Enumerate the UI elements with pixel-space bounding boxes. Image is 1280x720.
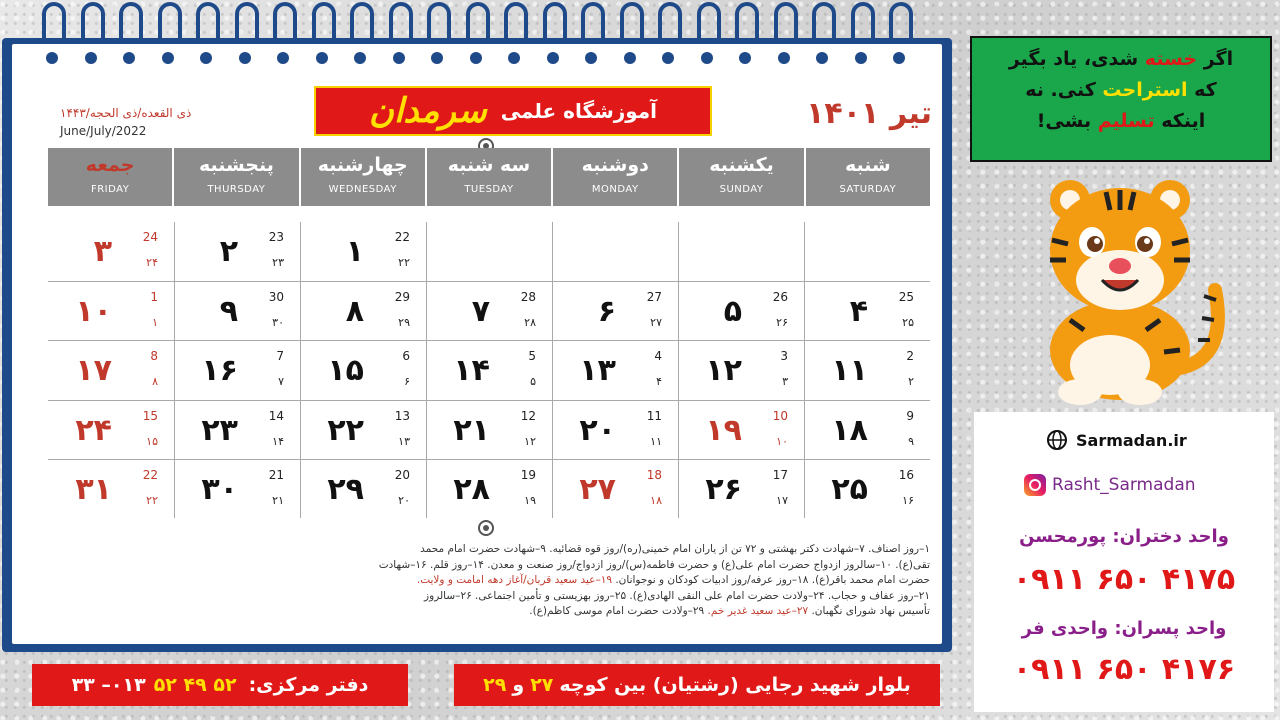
weekday-tuesday	[425, 148, 551, 206]
event-line: ۲۱–روز عفاف و حجاب. ۲۴–ولادت حضرت امام علی النقی الهادی(ع). ۲۵–روز بهزیستی و تأمین اجتماعی. ۲۶–سالروز	[424, 589, 930, 602]
gregorian-day-number: 30	[268, 290, 284, 305]
hijri-day-number: ۷	[278, 375, 284, 389]
gregorian-day-number: 18	[646, 467, 662, 482]
hijri-day-number: ۳۰	[272, 316, 284, 330]
boys-unit-phone[interactable]: ۰۹۱۱ ۶۵۰ ۴۱۷۶	[1012, 652, 1236, 687]
day-grid	[48, 222, 930, 518]
day-cell[interactable]	[174, 340, 300, 399]
hijri-day-number: ۱۰	[776, 434, 788, 448]
hijri-day-number: ۱۷	[776, 493, 788, 507]
event-text: حضرت امام محمد باقر(ع). ۱۸–روز عرفه/روز ادبیات کودکان و نوجوانان.	[611, 574, 930, 586]
gregorian-day-number: 8	[150, 349, 158, 364]
gregorian-day-number: 27	[646, 290, 662, 305]
weekday-en: TUESDAY	[464, 184, 514, 195]
hijri-day-number: ۲۳	[272, 256, 284, 269]
gregorian-day-number: 23	[268, 230, 284, 244]
day-cell[interactable]	[678, 281, 804, 340]
persian-day-number: ۳۱	[75, 471, 112, 507]
weekday-fa: شنبه	[844, 154, 891, 176]
pin-icon	[478, 520, 494, 536]
school-banner	[314, 86, 712, 136]
persian-day-number: ۱۶	[201, 353, 238, 389]
hijri-day-number: ۲۰	[398, 493, 410, 507]
girls-unit-label: واحد دختران: پورمحسن	[1019, 526, 1229, 547]
day-cell[interactable]	[174, 459, 300, 518]
office-label: دفتر مرکزی:	[248, 674, 369, 696]
persian-day-number: ۱۴	[453, 353, 490, 389]
binding-ring	[40, 0, 62, 66]
gregorian-day-number: 10	[772, 408, 788, 423]
hijri-day-number: ۲۴	[146, 256, 158, 269]
gregorian-day-number: 12	[520, 408, 536, 423]
binding-ring	[310, 0, 332, 66]
hijri-day-number: ۱۳	[398, 434, 410, 448]
weekday-fa: جمعه	[85, 154, 135, 176]
gregorian-day-number: 22	[142, 467, 158, 482]
gregorian-day-number: 9	[906, 408, 914, 423]
hijri-day-number: ۲۲	[146, 493, 158, 507]
day-cell[interactable]	[678, 459, 804, 518]
binding-ring	[117, 0, 139, 66]
event-holiday-text: ۱۹–عید سعید قربان/آغاز دهه امامت و ولایت.	[416, 574, 612, 586]
gregorian-day-number: 4	[654, 349, 662, 364]
hijri-day-number: ۱	[152, 316, 158, 330]
binding-ring	[541, 0, 563, 66]
hijri-day-number: ۵	[530, 375, 536, 389]
day-cell[interactable]	[804, 459, 930, 518]
weekday-sunday	[677, 148, 803, 206]
persian-day-number: ۴	[849, 294, 868, 330]
day-cell[interactable]	[300, 340, 426, 399]
day-cell[interactable]	[426, 459, 552, 518]
quote-line	[972, 106, 1270, 137]
spiral-binding	[40, 0, 920, 70]
weekday-en: THURSDAY	[207, 184, 266, 195]
address-number: ۲۹	[483, 674, 507, 696]
binding-ring	[425, 0, 447, 66]
quote-line	[972, 44, 1270, 75]
hijri-day-number: ۲۹	[398, 316, 410, 330]
persian-day-number: ۱۱	[831, 353, 868, 389]
persian-day-number: ۱۲	[705, 353, 742, 389]
day-cell[interactable]	[48, 222, 174, 281]
event-line	[46, 604, 930, 620]
day-cell[interactable]	[174, 281, 300, 340]
persian-day-number: ۲۲	[327, 412, 364, 448]
empty-day-cell	[804, 222, 930, 281]
persian-day-number: ۱۸	[831, 412, 868, 448]
day-cell[interactable]	[426, 400, 552, 459]
persian-day-number: ۲۰	[579, 412, 616, 448]
hijri-day-number: ۱۴	[272, 434, 284, 448]
hijri-month-label: ذی القعده/ذی الحجه/۱۴۴۳	[60, 106, 192, 120]
address-number: ۲۷	[530, 674, 554, 696]
binding-ring	[156, 0, 178, 66]
quote-text: بشی!	[1036, 110, 1092, 132]
binding-ring	[348, 0, 370, 66]
binding-ring	[387, 0, 409, 66]
hijri-day-number: ۱۶	[902, 493, 914, 507]
hijri-day-number: ۲۶	[776, 316, 788, 330]
motivational-quote	[970, 36, 1272, 162]
gregorian-day-number: 20	[394, 467, 410, 482]
hijri-day-number: ۳	[782, 375, 788, 389]
tiger-mascot-icon	[1010, 170, 1232, 406]
hijri-day-number: ۲۱	[272, 493, 284, 507]
gregorian-day-number: 14	[268, 408, 284, 423]
weekday-en: FRIDAY	[90, 184, 130, 195]
binding-ring	[233, 0, 255, 66]
persian-day-number: ۷	[471, 294, 490, 330]
weekday-en: SATURDAY	[839, 184, 897, 195]
gregorian-day-number: 29	[394, 290, 410, 305]
office-phone-part: ۰۱۳– ۳۳	[71, 674, 146, 696]
hijri-day-number: ۱۹	[524, 493, 536, 507]
gregorian-day-number: 22	[394, 230, 410, 244]
weekday-wednesday	[299, 148, 425, 206]
weekday-header	[48, 148, 930, 206]
quote-highlight: تسلیم	[1097, 110, 1155, 132]
day-cell[interactable]	[678, 400, 804, 459]
binding-ring	[656, 0, 678, 66]
binding-ring	[772, 0, 794, 66]
quote-text: کنی. نه	[1025, 79, 1096, 101]
binding-ring	[579, 0, 601, 66]
day-cell[interactable]	[300, 459, 426, 518]
gregorian-day-number: 28	[520, 290, 536, 305]
persian-day-number: ۲۴	[75, 412, 112, 448]
persian-day-number: ۱۰	[75, 294, 112, 330]
binding-ring	[849, 0, 871, 66]
girls-unit-phone[interactable]: ۰۹۱۱ ۶۵۰ ۴۱۷۵	[1012, 562, 1236, 597]
quote-line	[972, 75, 1270, 106]
quote-text: اگر	[1203, 48, 1234, 70]
persian-day-number: ۲۶	[705, 471, 742, 507]
persian-day-number: ۱۳	[579, 353, 616, 389]
website-link[interactable]: Sarmadan.ir	[1076, 430, 1187, 450]
day-cell[interactable]	[48, 400, 174, 459]
weekday-friday	[48, 148, 172, 206]
hijri-day-number: ۲۸	[524, 316, 536, 330]
day-cell[interactable]	[426, 340, 552, 399]
persian-day-number: ۸	[345, 294, 364, 330]
quote-highlight: استراحت	[1102, 79, 1188, 101]
empty-day-cell	[426, 222, 552, 281]
day-cell[interactable]	[300, 222, 426, 281]
gregorian-day-number: 19	[520, 467, 536, 482]
hijri-day-number: ۱۱	[650, 434, 662, 448]
persian-day-number: ۳۰	[201, 471, 238, 507]
gregorian-day-number: 3	[780, 349, 788, 364]
gregorian-day-number: 26	[772, 290, 788, 305]
contact-panel	[974, 412, 1274, 712]
persian-day-number: ۲۹	[327, 471, 364, 507]
weekday-en: MONDAY	[591, 184, 639, 195]
persian-day-number: ۲۸	[453, 471, 490, 507]
hijri-day-number: ۸	[152, 375, 158, 389]
hijri-day-number: ۲	[908, 375, 914, 389]
weekday-en: WEDNESDAY	[328, 184, 397, 195]
binding-ring	[733, 0, 755, 66]
events-list	[46, 542, 930, 620]
day-cell[interactable]	[804, 400, 930, 459]
binding-ring	[502, 0, 524, 66]
day-cell[interactable]	[804, 340, 930, 399]
address-bar	[454, 664, 940, 706]
hijri-day-number: ۲۲	[398, 256, 410, 269]
gregorian-day-number: 2	[906, 349, 914, 364]
binding-ring	[887, 0, 909, 66]
quote-text: اینکه	[1161, 110, 1206, 132]
gregorian-day-number: 11	[646, 408, 662, 423]
hijri-day-number: ۹	[908, 434, 914, 448]
weekday-en: SUNDAY	[719, 184, 764, 195]
binding-ring	[79, 0, 101, 66]
office-phone-part: ۵۲ ۴۹ ۵۲	[153, 674, 237, 696]
empty-day-cell	[678, 222, 804, 281]
gregorian-day-number: 25	[898, 290, 914, 305]
gregorian-day-number: 6	[402, 349, 410, 364]
gregorian-day-number: 21	[268, 467, 284, 482]
day-cell[interactable]	[552, 340, 678, 399]
event-line: ۱–روز اصناف. ۷–شهادت دکتر بهشتی و ۷۲ تن از یاران امام خمینی(ره)/روز قوه قضائیه. ۹–شهادت حضرت امام محمد	[420, 543, 930, 555]
day-cell[interactable]	[174, 222, 300, 281]
instagram-handle[interactable]: Rasht_Sarmadan	[1052, 475, 1196, 495]
school-prefix: آموزشگاه علمی	[500, 99, 658, 123]
binding-ring	[194, 0, 216, 66]
persian-day-number: ۱۹	[705, 412, 742, 448]
persian-day-number: ۲۷	[579, 471, 616, 507]
boys-unit-label: واحد پسران: واحدی فر	[1021, 618, 1227, 639]
binding-ring	[810, 0, 832, 66]
day-cell[interactable]	[804, 281, 930, 340]
binding-ring	[464, 0, 486, 66]
day-cell[interactable]	[48, 281, 174, 340]
day-cell[interactable]	[48, 459, 174, 518]
weekday-fa: سه شنبه	[447, 154, 531, 176]
persian-day-number: ۱۵	[327, 353, 364, 389]
gregorian-day-number: 24	[142, 230, 158, 244]
persian-day-number: ۲۳	[201, 412, 238, 448]
gregorian-day-number: 15	[142, 408, 158, 423]
event-line: تقی(ع). ۱۰–سالروز ازدواج حضرت امام علی(ع) و حضرت فاطمه(س)/روز ازدواج/روز صنعت و معدن. ۱۴–روز قلم. ۱۶–شهادت	[378, 558, 930, 571]
gregorian-day-number: 13	[394, 408, 410, 423]
quote-text: که	[1194, 79, 1217, 101]
day-cell[interactable]	[300, 281, 426, 340]
empty-day-cell	[552, 222, 678, 281]
weekday-thursday	[172, 148, 298, 206]
event-text: ۲۹–ولادت حضرت امام موسی کاظم(ع).	[529, 605, 708, 617]
binding-ring	[618, 0, 640, 66]
persian-day-number: ۹	[219, 294, 238, 330]
weekday-saturday	[804, 148, 930, 206]
event-holiday-text: ۲۷–عید سعید غدیر خم.	[707, 605, 809, 617]
weekday-fa: چهارشنبه	[317, 154, 408, 176]
day-cell[interactable]	[426, 281, 552, 340]
binding-ring	[695, 0, 717, 66]
hijri-day-number: ۱۸	[650, 493, 662, 507]
hijri-day-number: ۱۵	[146, 434, 158, 448]
gregorian-day-number: 7	[276, 349, 284, 364]
day-cell[interactable]	[48, 340, 174, 399]
hijri-day-number: ۲۷	[650, 316, 662, 330]
day-cell[interactable]	[552, 400, 678, 459]
gregorian-month-label: June/July/2022	[60, 124, 147, 138]
persian-day-number: ۵	[723, 294, 742, 330]
gregorian-day-number: 17	[772, 467, 788, 482]
day-cell[interactable]	[678, 340, 804, 399]
persian-day-number: ۲	[219, 234, 238, 269]
gregorian-day-number: 16	[898, 467, 914, 482]
hijri-day-number: ۶	[404, 375, 410, 389]
quote-text: شدی، یاد بگیر	[1008, 48, 1139, 70]
quote-highlight: خسته	[1144, 48, 1198, 70]
persian-day-number: ۱۷	[75, 353, 112, 389]
weekday-fa: پنجشنبه	[198, 154, 274, 176]
hijri-day-number: ۴	[656, 375, 662, 389]
gregorian-day-number: 1	[150, 290, 158, 305]
day-cell[interactable]	[300, 400, 426, 459]
binding-ring	[271, 0, 293, 66]
day-cell[interactable]	[174, 400, 300, 459]
persian-day-number: ۲۱	[453, 412, 490, 448]
event-text: تأسیس نهاد شورای نگهبان.	[808, 605, 930, 617]
school-name: سرمدان	[368, 91, 487, 131]
weekday-monday	[551, 148, 677, 206]
instagram-icon	[1024, 474, 1046, 496]
persian-day-number: ۲۵	[831, 471, 868, 507]
persian-day-number: ۶	[597, 294, 616, 330]
day-cell[interactable]	[552, 459, 678, 518]
hijri-day-number: ۱۲	[524, 434, 536, 448]
month-title: تیر ۱۴۰۱	[806, 96, 932, 131]
address-text: و	[512, 674, 525, 696]
weekday-fa: یکشنبه	[709, 154, 774, 176]
hijri-day-number: ۲۵	[902, 316, 914, 330]
event-line	[46, 573, 930, 589]
gregorian-day-number: 5	[528, 349, 536, 364]
office-phone-bar	[32, 664, 408, 706]
persian-day-number: ۱	[345, 234, 364, 269]
website-row[interactable]	[1042, 430, 1187, 450]
day-cell[interactable]	[552, 281, 678, 340]
persian-day-number: ۳	[93, 234, 112, 269]
globe-icon	[1042, 430, 1072, 450]
address-text: بلوار شهید رجایی (رشتیان) بین کوچه	[559, 674, 911, 696]
instagram-row[interactable]	[1024, 474, 1196, 496]
weekday-fa: دوشنبه	[581, 154, 649, 176]
